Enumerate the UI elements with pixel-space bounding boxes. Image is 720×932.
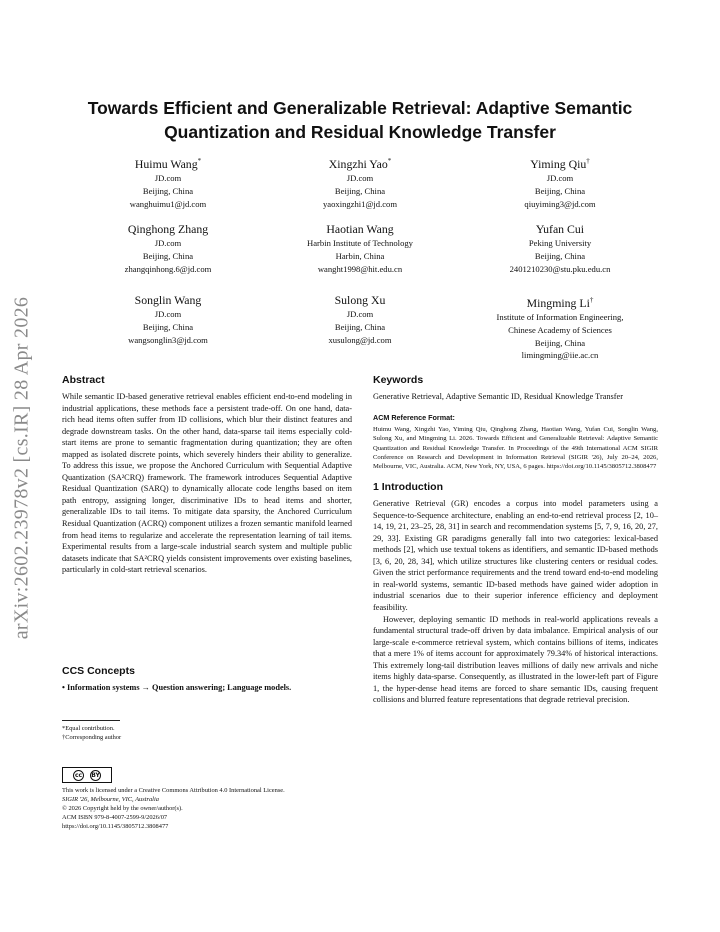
author-name: Qinghong Zhang [127, 222, 209, 236]
footnote-rule [62, 720, 120, 721]
author-name: Mingming Li† [526, 295, 594, 310]
author-name: Yufan Cui [535, 222, 585, 236]
author-affiliation-line: qiuyiming3@jd.com [524, 198, 596, 209]
author-affiliation-line: Beijing, China [334, 185, 386, 196]
footnotes [62, 725, 352, 743]
intro-paragraph-2: However, deploying semantic ID methods in real-world applications reveals a fundamental structural trade-off driven by data imbalance. Empirical analysis of our large-scale e-commerce retrieval system, which contains billions of items, indicates that a mere 1% of items account for approximately 79.34% of historical interactions. This extremely long-tail distribution leaves millions of daily new arrivals and niche items highly data-sparse. Consequently, as illustrated in the lower-left part of Figure 1, the hyper-dense head items are forced to share semantic IDs, causing frequent collisions and blurred feature representations that degrade retrieval precision. [373, 614, 658, 705]
ccs-heading: CCS Concepts [62, 665, 135, 677]
author-affiliation-line: wanghuimu1@jd.com [129, 198, 207, 209]
keywords-heading: Keywords [373, 374, 424, 386]
author-mark: † [586, 157, 590, 165]
ccs-section [62, 665, 352, 694]
author-affiliation-line: JD.com [154, 309, 182, 319]
author-affiliation-line: Beijing, China [534, 250, 586, 261]
author-affiliation-line: Harbin, China [335, 250, 385, 261]
author-affiliation-line: xusulong@jd.com [328, 334, 392, 345]
author-8 [460, 293, 660, 362]
license-line: © 2026 Copyright held by the owner/author(s). [62, 804, 183, 812]
author-name: Haotian Wang [326, 222, 394, 236]
author-affiliation-line: Beijing, China [142, 250, 194, 261]
author-0 [68, 154, 268, 210]
author-5 [460, 222, 660, 275]
abstract-text: While semantic ID-based generative retrieval enables efficient end-to-end modeling in industrial applications, these methods face a persistent trade-off. On one hand, data-rich head items often suffer from ID collisions, which blur their distinct features and degrade downstream tasks. On the other hand, data-sparse tail items especially cold-start items are prone to semantic fragmentation during quantization; they are often mapped as isolated discrete points, which severely hinders their ability to generalize. To address this issue, we propose the Anchored Curriculum with Sequential Adaptive Quantization (SA²CRQ) framework. The framework introduces Sequential Adaptive Residual Quantization (SARQ) to dynamically allocate code lengths based on item path entropy, assigning longer, discriminative IDs to head items and shorter, generalizable IDs to tail items. To mitigate data sparsity, the Anchored Curriculum Residual Quantization (ACRQ) component utilizes a frozen semantic manifold learned from head items to regularize and accelerate the representation learning of tail items. Experimental results from a large-scale industrial search system and multiple public datasets indicate that SA²CRQ yields consistent improvements over existing baselines, particularly in cold-start retrieval scenarios. [62, 392, 352, 575]
author-affiliation-line: Beijing, China [142, 185, 194, 196]
author-affiliation-line: 2401210230@stu.pku.edu.cn [509, 263, 611, 274]
footnote-equal: *Equal contribution. [62, 725, 115, 732]
author-affiliation-line: wangsonglin3@jd.com [128, 334, 208, 345]
author-affiliation-line: JD.com [154, 238, 182, 248]
ccs-text: • Information systems → Question answering; Language models. [62, 683, 292, 692]
paper-title: Towards Efficient and Generalizable Retrieval: Adaptive Semantic Quantization and Residual Knowledge Transfer [87, 98, 633, 142]
keywords-text: Generative Retrieval, Adaptive Semantic ID, Residual Knowledge Transfer [373, 392, 623, 401]
author-name: Xingzhi Yao* [328, 156, 392, 171]
cc-icon: cc [74, 771, 83, 779]
author-affiliation-line: limingming@iie.ac.cn [521, 350, 599, 361]
author-name: Yiming Qiu† [530, 156, 590, 171]
by-icon: BY [91, 771, 100, 779]
author-affiliation-line: Beijing, China [142, 321, 194, 332]
abstract-heading: Abstract [62, 374, 105, 386]
author-affiliation-line: yaoxingzhi1@jd.com [322, 198, 398, 209]
acm-ref-text: Huimu Wang, Xingzhi Yao, Yiming Qiu, Qinghong Zhang, Haotian Wang, Yufan Cui, Songlin Wang, Sulong Xu, and Mingming Li. 2026. Towards Efficient and Generalizable Retrieval: Adaptive Semantic Quantization and Residual Knowledge Transfer. In Proceedings of the 49th International ACM SIGIR Conference on Research and Development in Information Retrieval (SIGIR '26), July 20–24, 2026, Melbourne, VIC, Australia. ACM, New York, NY, USA, 6 pages. https://doi.org/10.1145/3805712.3808477 [373, 426, 658, 470]
license-line: SIGIR '26, Melbourne, VIC, Australia [62, 795, 159, 803]
author-affiliation-line: JD.com [546, 172, 574, 183]
author-affiliation-line: Beijing, China [534, 185, 586, 196]
author-affiliation-line: Beijing, China [534, 337, 586, 348]
author-affiliation-line: JD.com [346, 309, 374, 319]
author-7 [260, 293, 460, 346]
author-6 [68, 293, 268, 346]
footnote-corresponding: †Corresponding author [62, 733, 122, 741]
license-block [62, 787, 352, 832]
intro-heading: 1 Introduction [373, 481, 443, 494]
author-1 [260, 154, 460, 210]
author-affiliation-line: zhangqinhong.6@jd.com [124, 263, 212, 274]
author-name: Sulong Xu [334, 293, 386, 307]
license-line: ACM ISBN 979-8-4007-2599-9/2026/07 [62, 813, 168, 821]
license-line: https://doi.org/10.1145/3805712.3808477 [62, 822, 169, 830]
arxiv-stamp: arXiv:2602.23978v2 [cs.IR] 28 Apr 2026 [10, 296, 33, 640]
author-affiliation-line: Institute of Information Engineering, [496, 311, 624, 322]
author-4 [260, 222, 460, 275]
author-3 [68, 222, 268, 275]
author-affiliation-line: Peking University [528, 238, 592, 248]
author-affiliation-line: wanght1998@hit.edu.cn [317, 263, 403, 274]
author-affiliation-line: JD.com [346, 172, 374, 183]
right-column [373, 374, 658, 706]
author-name: Huimu Wang* [134, 156, 202, 171]
license-line: This work is licensed under a Creative Commons Attribution 4.0 International License. [62, 787, 285, 794]
author-2 [460, 154, 660, 210]
author-affiliation-line: Beijing, China [334, 321, 386, 332]
acm-ref-heading: ACM Reference Format: [373, 412, 455, 422]
author-mark: † [589, 296, 594, 304]
author-affiliation-line: Harbin Institute of Technology [307, 238, 413, 248]
author-mark: * [387, 157, 392, 165]
author-name: Songlin Wang [134, 293, 202, 307]
author-mark: * [197, 157, 202, 165]
intro-paragraph-1: Generative Retrieval (GR) encodes a corpus into model parameters using a Sequence-to-Sequence architecture, enabling an end-to-end retrieval process [2, 10–14, 19, 21, 23–25, 28, 31] in search and recommendation systems [5, 7, 9, 16, 20, 27, 29, 33]. Existing GR paradigms generally fall into two categories: lexical-based methods [2], which use textual tokens as identifiers, and semantic ID-based methods [3, 6, 20, 28, 34], which utilize structures like clustering centers or residual codes. Given the strict performance requirements and the trend toward end-to-end modeling in real-world systems, semantic ID-based methods have gained wider adoption in industrial scenarios due to their superior inference efficiency and deployment feasibility. [373, 499, 658, 613]
left-column [62, 374, 352, 576]
author-affiliation-line: Chinese Academy of Sciences [508, 324, 612, 335]
cc-by-badge [62, 767, 112, 783]
author-affiliation-line: JD.com [154, 172, 182, 183]
